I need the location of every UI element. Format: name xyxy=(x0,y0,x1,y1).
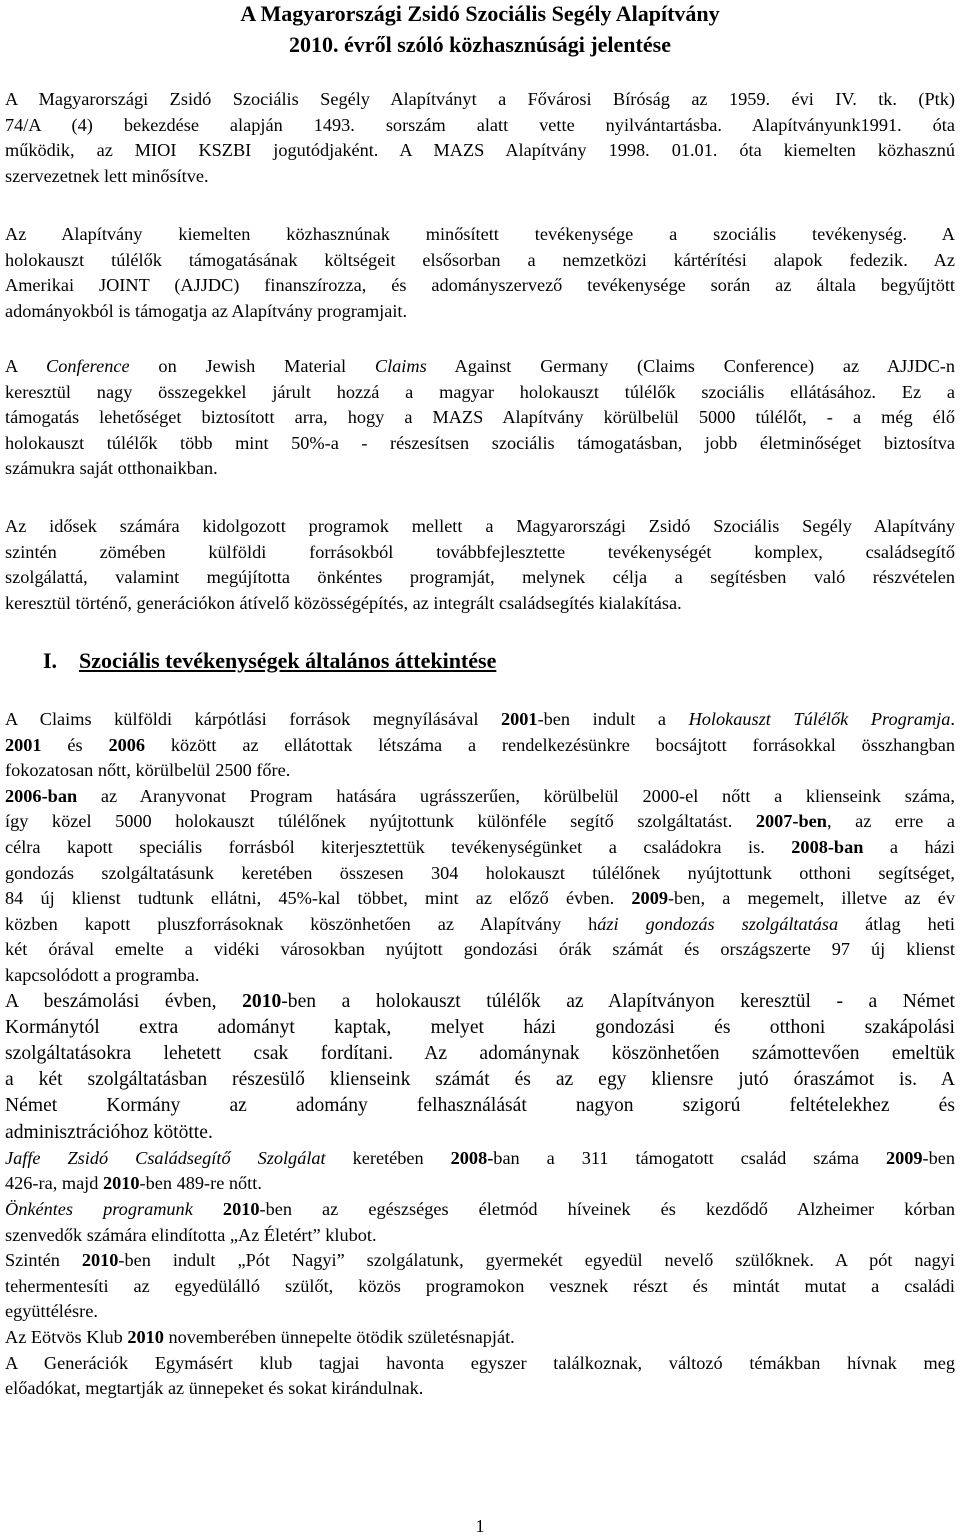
body-text xyxy=(5,707,955,1402)
text-line: Önkéntes programunk 2010-ben az egészséges életmód híveinek és kezdődő Alzheimer kórban xyxy=(5,1198,955,1219)
claims-paragraph xyxy=(5,354,955,482)
text-line: 426-ra, majd 2010-ben 489-re nőtt. xyxy=(5,1173,262,1194)
text-line: szolgáltatásokra lehetett csak fordítani. Az adománynak köszönhetően számottevően emeltük xyxy=(5,1042,955,1064)
document-title xyxy=(0,0,960,60)
elderly-paragraph xyxy=(5,514,955,616)
page-number: 1 xyxy=(475,1516,485,1536)
text-line: két órával emelte a vidéki városokban nyújtott gondozási órák számát és országszerte 97 új klienst xyxy=(5,939,955,960)
text-line: Jaffe Zsidó Családsegítő Szolgálat keretében 2008-ban a 311 támogatott család száma 2009-ben xyxy=(5,1147,955,1168)
text-line: A Magyarországi Zsidó Szociális Segély Alapítványt a Fővárosi Bíróság az 1959. évi IV. tk. (Ptk) xyxy=(5,89,955,109)
title-line-1: A Magyarországi Zsidó Szociális Segély Alapítvány xyxy=(240,1,720,26)
text-line: A beszámolási évben, 2010-ben a holokauszt túlélők az Alapítványon keresztül - a Német xyxy=(5,990,955,1012)
text-line: számukra saját otthonaikban. xyxy=(5,458,218,479)
text-line: keresztül nagy összegekkel járult hozzá a magyar holokauszt túlélők szociális ellátásához. Ez a xyxy=(5,381,955,402)
text-line: Az idősek számára kidolgozott programok mellett a Magyarországi Zsidó Szociális Segély Alapítvány xyxy=(5,516,955,536)
text-line: Szintén 2010-ben indult „Pót Nagyi” szolgálatunk, gyermekét egyedül nevelő szülőknek. A pót nagyi xyxy=(5,1250,956,1271)
text-line: közben kapott pluszforrásoknak köszönhetően az Alapítvány házi gondozás szolgáltatása átlag heti xyxy=(5,913,955,934)
text-line: szervezetnek lett minősítve. xyxy=(5,165,209,186)
text-line: gondozás szolgáltatásunk keretében összesen 304 holokauszt túlélőnek nyújtottunk otthoni segítséget, xyxy=(5,862,955,883)
text-line: előadókat, megtartják az ünnepeket és sokat kirándulnak. xyxy=(5,1378,424,1399)
text-line: szenvedők számára elindította „Az Életért” klubot. xyxy=(5,1224,377,1245)
text-line: A Generációk Egymásért klub tagjai havonta egyszer találkoznak, változó témákban hívnak meg xyxy=(5,1352,955,1373)
text-line: Kormánytól extra adományt kaptak, melyet házi gondozási és otthoni szakápolási xyxy=(5,1016,955,1038)
text-line: Német Kormány az adomány felhasználását nagyon szigorú feltételekhez és xyxy=(5,1095,955,1117)
text-line: A Claims külföldi kárpótlási források megnyílásával 2001-ben indult a Holokauszt Túlélők Programja. xyxy=(5,709,955,729)
text-line: célra kapott speciális forrásból kiterjesztettük tevékenységünket a családokra is. 2008-ban a házi xyxy=(5,836,955,857)
text-line: kapcsolódott a programba. xyxy=(5,964,200,985)
text-line: szintén zömében külföldi forrásokból továbbfejlesztette tevékenységét komplex, családsegítő xyxy=(5,541,955,562)
text-line: 74/A (4) bekezdése alapján 1493. sorszám alatt vette nyilvántartásba. Alapítványunk1991. óta xyxy=(5,114,955,135)
text-line: holokauszt túlélők támogatásának költségeit elsősorban a nemzetközi kártérítési alapok fedezik. Az xyxy=(5,249,955,270)
text-line: Az Alapítvány kiemelten közhasznúnak minősített tevékenysége a szociális tevékenység. A xyxy=(5,224,955,244)
section-title: Szociális tevékenységek általános áttekintése xyxy=(79,648,497,673)
text-line: keresztül történő, generációkon átívelő közösségépítés, az integrált családsegítés kialakítása. xyxy=(5,592,682,613)
text-line: A Conference on Jewish Material Claims Against Germany (Claims Conference) az AJJDC-n xyxy=(5,356,955,376)
text-line: működik, az MIOI KSZBI jogutódjaként. A MAZS Alapítvány 1998. 01.01. óta kiemelten közhasznú xyxy=(5,140,955,161)
text-line: adminisztrációhoz kötötte. xyxy=(5,1121,213,1143)
text-line: Az Eötvös Klub 2010 novemberében ünnepelte ötödik születésnapját. xyxy=(5,1326,515,1347)
text-line: 2001 és 2006 között az ellátottak létszáma a rendelkezésünkre bocsájtott forrásokkal összhangban xyxy=(5,734,956,755)
text-line: fokozatosan nőtt, körülbelül 2500 főre. xyxy=(5,760,291,781)
section-heading xyxy=(43,648,496,674)
text-line: holokauszt túlélők több mint 50%-a - részesítsen szociális támogatásban, jobb életminőséget biztosítva xyxy=(5,432,955,453)
activity-paragraph xyxy=(5,222,955,324)
text-line: tehermentesíti az egyedülálló szülőt, közös programokon vesznek részt és mintát mutat a családi xyxy=(5,1275,955,1296)
intro-paragraph xyxy=(5,87,955,189)
text-line: együttélésre. xyxy=(5,1301,98,1322)
text-line: szolgálattá, valamint megújította önkéntes programját, melynek célja a segítésben való részvételen xyxy=(5,567,955,588)
text-line: a két szolgáltatásban részesülő klienseink számát és az egy kliensre jutó óraszámot is. A xyxy=(5,1069,955,1091)
section-number: I. xyxy=(43,648,58,673)
text-line: támogatás lehetőséget biztosított arra, hogy a MAZS Alapítvány körülbelül 5000 túlélőt, - a még élő xyxy=(5,407,955,428)
title-line-2: 2010. évről szóló közhasznúsági jelentése xyxy=(289,32,671,57)
text-line: Amerikai JOINT (AJJDC) finanszírozza, és adományszervező tevékenysége során az általa begyűjtött xyxy=(5,275,955,296)
text-line: 2006-ban az Aranyvonat Program hatására ugrásszerűen, körülbelül 2000-el nőtt a klienseink száma, xyxy=(5,785,955,806)
text-line: így közel 5000 holokauszt túlélőnek nyújtottunk különféle segítő szolgáltatást. 2007-ben, az erre a xyxy=(5,811,955,832)
text-line: 84 új klienst tudtunk ellátni, 45%-kal többet, mint az előző évben. 2009-ben, a megemelt, illetve az év xyxy=(5,888,955,909)
text-line: adományokból is támogatja az Alapítvány programjait. xyxy=(5,300,408,321)
